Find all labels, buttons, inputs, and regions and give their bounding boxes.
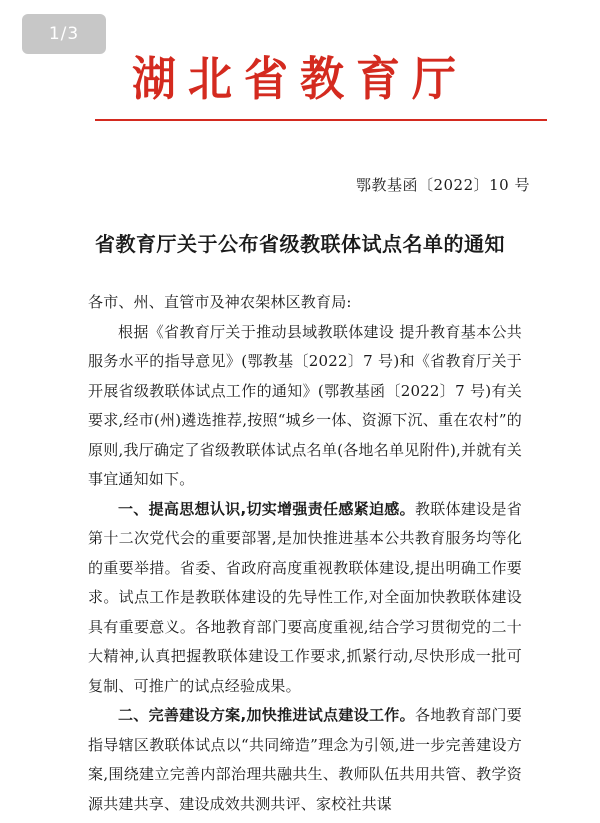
intro-paragraph: 根据《省教育厅关于推动县域教联体建设 提升教育基本公共服务水平的指导意见》(鄂教基〔2022〕7 号)和《省教育厅关于开展省级教联体试点工作的通知》(鄂教基函〔2022〕7 号)有关要求,经市(州)遴选推荐,按照“城乡一体、资源下沉、重在农村”的原则,我厅确定了省级教联体试点名单(各地名单见附件),并就有关事宜通知如下。 [88, 322, 522, 488]
section-2-heading: 二、完善建设方案,加快推进试点建设工作。 [118, 706, 415, 724]
section-2-paragraph [88, 701, 522, 819]
red-divider-line [95, 119, 547, 121]
document-title: 省教育厅关于公布省级教联体试点名单的通知 [95, 232, 505, 256]
page-counter: 1/3 [22, 14, 106, 54]
section-2-text: 各地教育部门要指导辖区教联体试点以“共同缔造”理念为引领,进一步完善建设方案,围绕建立完善内部治理共融共生、教师队伍共用共管、教学资源共建共享、建设成效共测共评、家校社共谋 [88, 706, 523, 813]
document-body [88, 288, 522, 819]
section-1-text: 教联体建设是省第十二次党代会的重要部署,是加快推进基本公共教育服务均等化的重要举措。省委、省政府高度重视教联体建设,提出明确工作要求。试点工作是教联体建设的先导性工作,对全面加快教联体建设具有重要意义。各地教育部门要高度重视,结合学习贯彻党的二十大精神,认真把握教联体建设工作要求,抓紧行动,尽快形成一批可复制、可推广的试点经验成果。 [88, 499, 523, 695]
addressee: 各市、州、直管市及神农架林区教育局: [88, 293, 352, 311]
section-1-paragraph [88, 495, 522, 702]
document-number: 鄂教基函〔2022〕10 号 [355, 176, 530, 194]
masthead: 湖北省教育厅 [132, 52, 468, 107]
section-1-heading: 一、提高思想认识,切实增强责任感紧迫感。 [118, 499, 415, 518]
